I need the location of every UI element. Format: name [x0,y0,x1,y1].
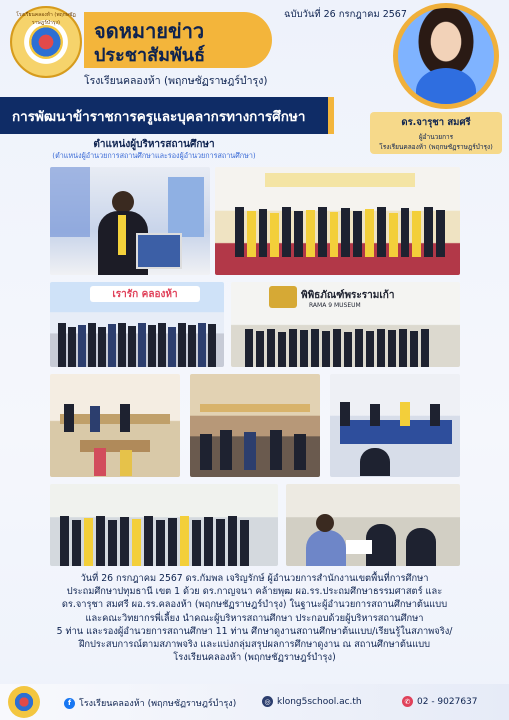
photo-classroom [50,374,180,477]
director-school: โรงเรียนคลองห้า (พฤกษชัฏราษฎร์บำรุง) [379,143,493,151]
footer-website[interactable] [262,696,362,707]
body-line-5: 5 ท่าน และรองผู้อำนวยการสถานศึกษา 11 ท่าน ศึกษาดูงานสถานศึกษาต้นแบบ/เรียนรู้ในสภาพจริง/ [56,625,453,637]
director-portrait [398,8,494,104]
topic-title: การพัฒนาข้าราชการครูและบุคลากรทางการศึกษา [12,109,306,125]
director-info [370,112,502,154]
facebook-label: โรงเรียนคลองห้า (พฤกษชัฏราษฎร์บำรุง) [79,699,237,709]
body-line-3: ดร.จารุชา สมศรี ผอ.รร.คลองห้า (พฤกษชัฏราษฎร์บำรุง) ในฐานะผู้อำนวยการสถานศึกษาต้นแบบ [61,599,448,611]
photo-group-hall [50,484,278,566]
newsletter-title-box [84,12,272,68]
photo-sign-caption: เรารัก คลองห้า [112,289,178,300]
museum-sign-en: RAMA 9 MUSEUM [309,302,361,309]
title-line-2: ประชาสัมพันธ์ [94,45,206,66]
photo-group-stage [215,167,460,275]
phone-label: 02 - 9027637 [417,696,478,707]
footer-logo [8,686,40,718]
website-label: klong5school.ac.th [277,696,362,707]
footer-phone[interactable] [402,696,478,707]
globe-icon: ◎ [262,696,273,707]
footer-facebook[interactable] [64,696,236,710]
facebook-icon: f [64,698,75,709]
body-line-4: และคณะวิทยากรพี่เลี้ยง นำคณะผู้บริหารสถานศึกษา ประกอบด้วยผู้บริหารสถานศึกษา [85,612,424,624]
photo-discussion-circle [190,374,320,477]
body-line-2: ประถมศึกษาปทุมธานี เขต 1 ด้วย ดร.กาญจนา คล้ายพุฒ ผอ.รร.ประถมศึกษาธรรมศาสตร์ และ [66,586,443,598]
body-line-7: โรงเรียนคลองห้า (พฤกษชัฏราษฎร์บำรุง) [173,652,336,664]
museum-sign: พิพิธภัณฑ์พระรามเก้า [301,290,395,301]
footer [0,684,509,720]
director-position: ผู้อำนวยการ [418,133,454,141]
photo-summary-session [286,484,460,566]
photo-presenter [50,167,210,275]
subheading-sub: (ตำแหน่งผู้อำนวยการสถานศึกษาและรองผู้อำนวยการสถานศึกษา) [52,151,256,160]
photo-meeting-table [330,374,460,477]
body-line-6: ฝึกประสบการณ์ตามสภาพจริง และแบ่งกลุ่มสรุปผลการศึกษาดูงาน ณ สถานศึกษาต้นแบบ [78,639,431,651]
director-name: ดร.จารุชา สมศรี [401,117,471,128]
topic-banner [0,97,334,134]
issue-date: ฉบับวันที่ 26 กรกฎาคม 2567 [284,9,407,20]
logo-ring-text: โรงเรียนคลองห้า (พฤกษชัฏราษฎร์บำรุง) [16,12,76,26]
school-logo [10,6,82,78]
photo-museum [231,282,460,367]
logo-emblem [29,25,63,59]
director-photo [393,3,499,109]
subheading-main: ตำแหน่งผู้บริหารสถานศึกษา [93,139,215,150]
phone-icon: ✆ [402,696,413,707]
title-line-1: จดหมายข่าว [94,19,205,43]
article-body [0,572,509,664]
photo-group-sign [50,282,224,367]
body-line-1: วันที่ 26 กรกฎาคม 2567 ดร.กัมพล เจริญรักษ์ ผู้อำนวยการสำนักงานเขตพื้นที่การศึกษา [80,573,429,584]
school-name: โรงเรียนคลองห้า (พฤกษชัฏราษฎร์บำรุง) [84,75,268,87]
